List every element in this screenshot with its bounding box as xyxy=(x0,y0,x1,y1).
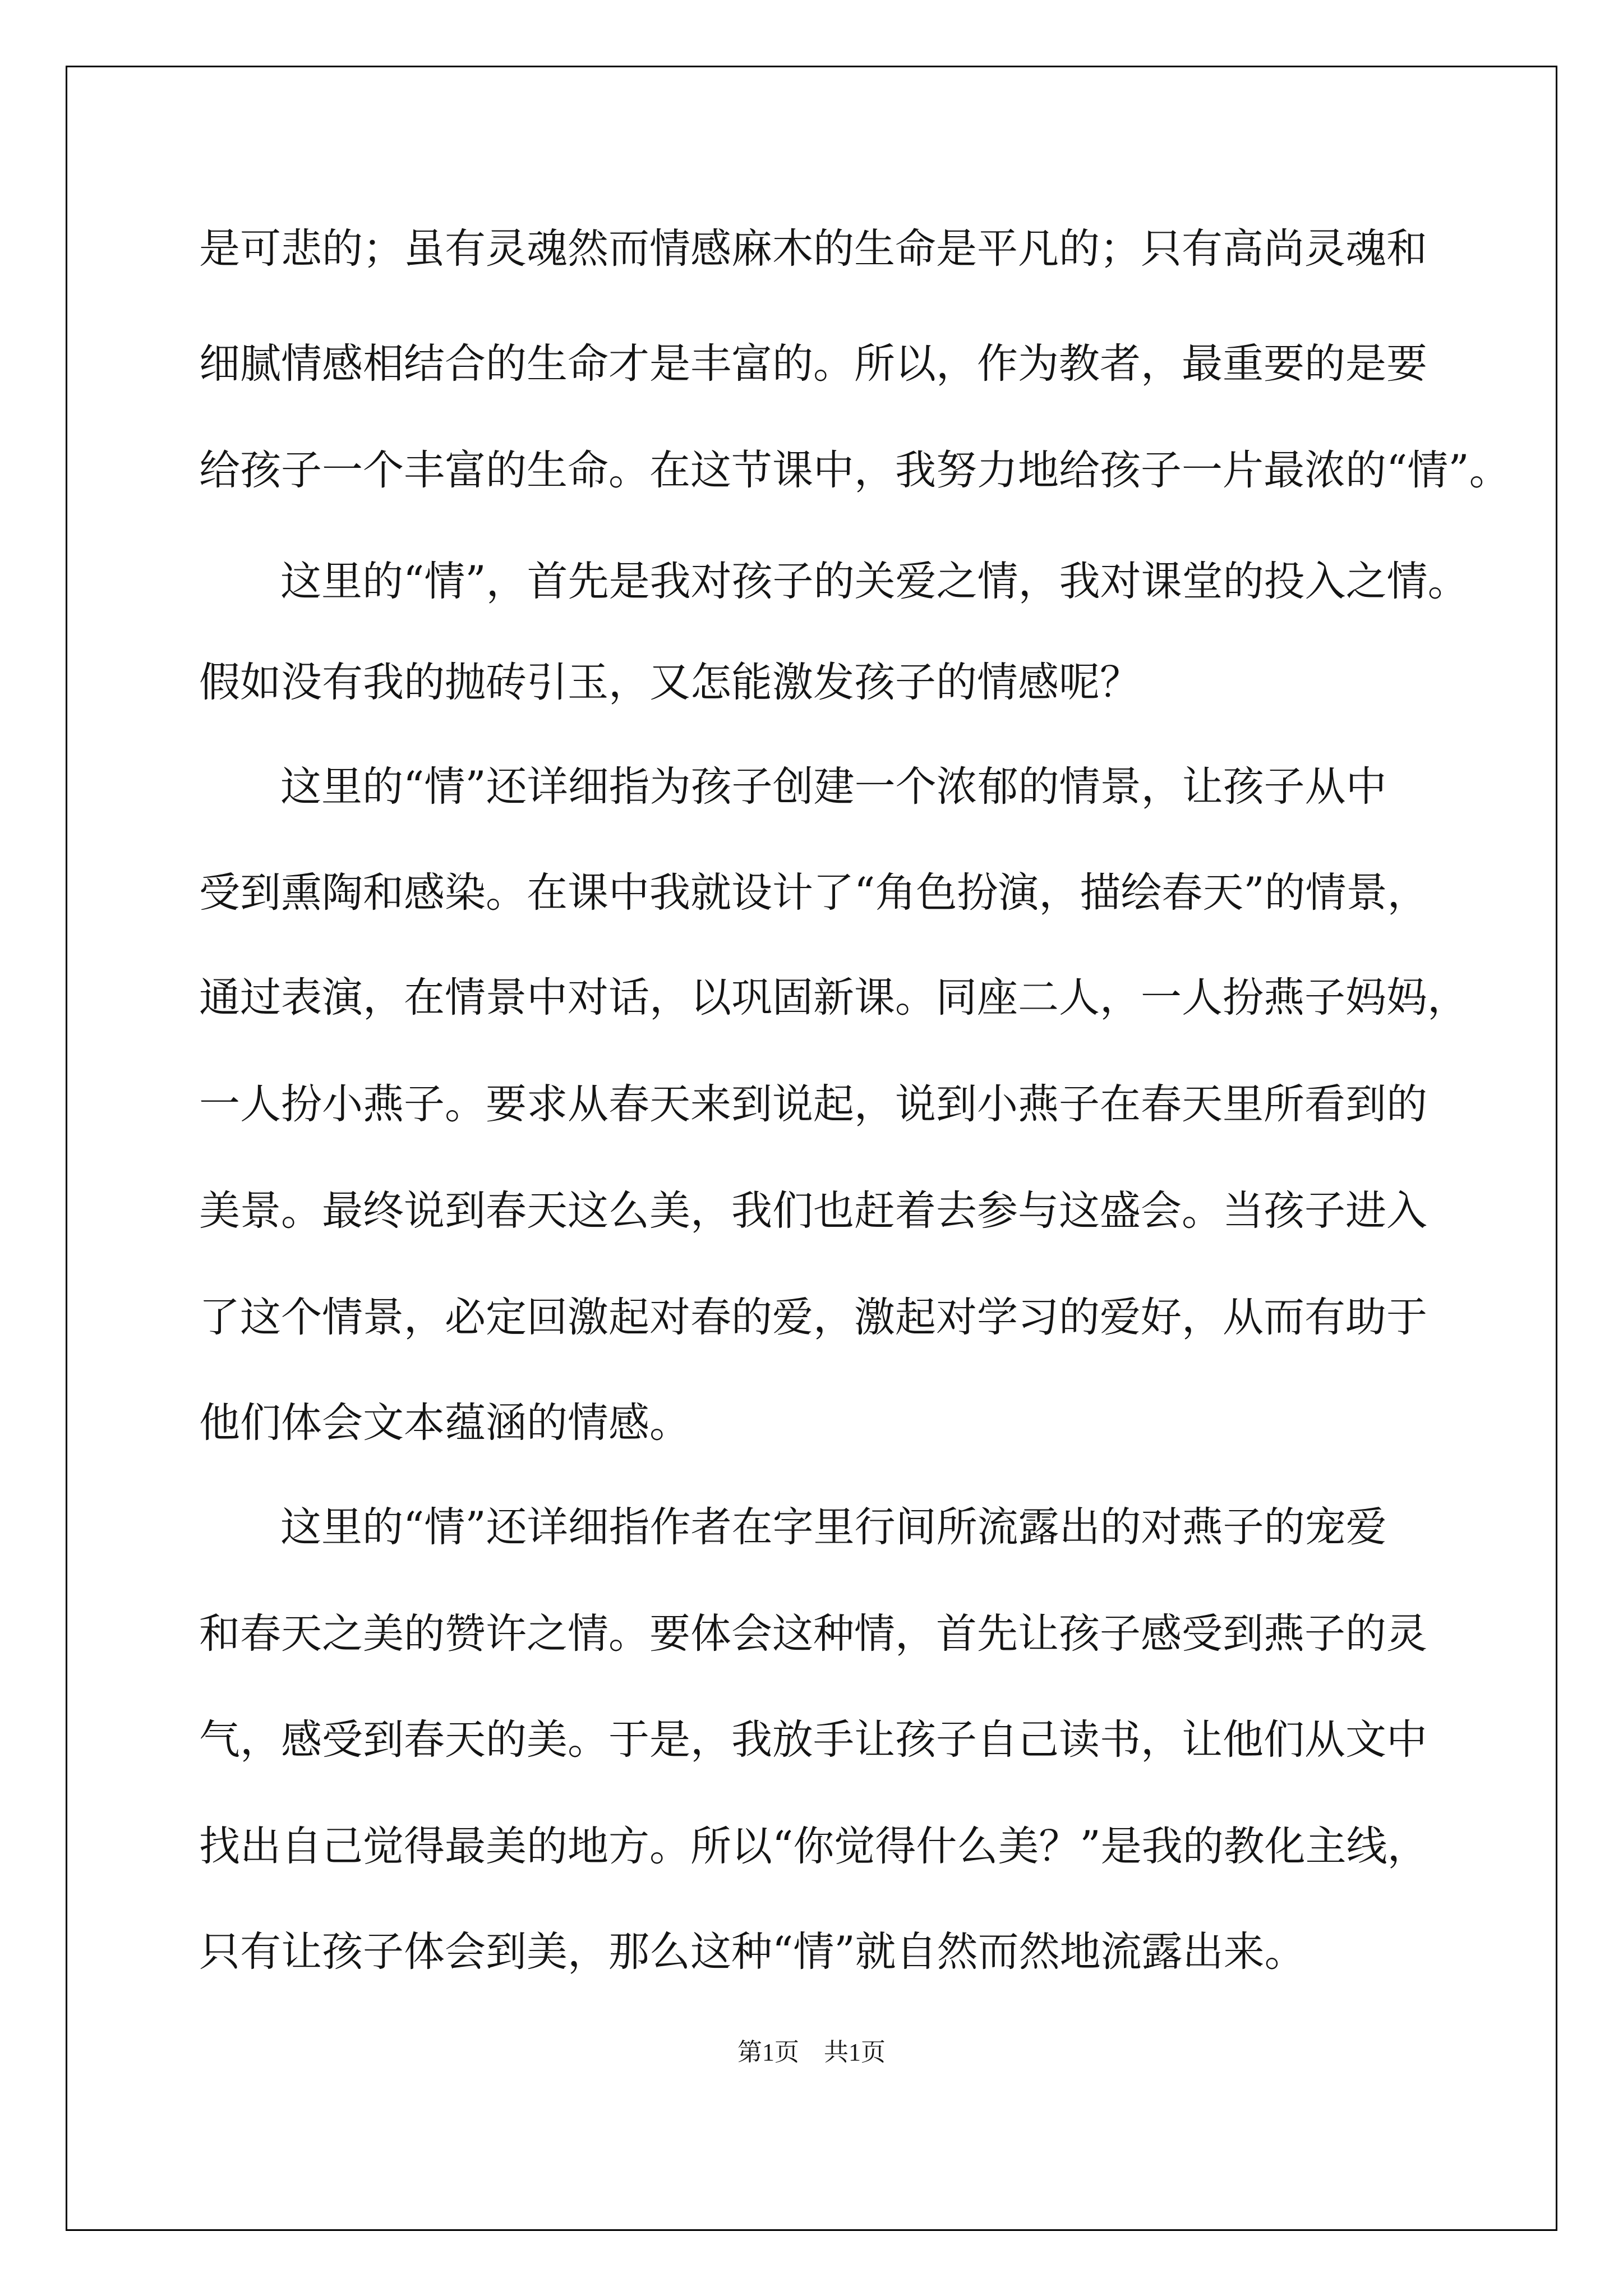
text-line-1: 是可悲的；虽有灵魂然而情感麻木的生命是平凡的；只有高尚灵魂和 xyxy=(199,225,1427,273)
text-line-7: 受到熏陶和感染。在课中我就设计了“角色扮演，描绘春天”的情景， xyxy=(199,869,1428,917)
text-line-2: 细腻情感相结合的生命才是丰富的。所以，作为教者，最重要的是要 xyxy=(199,340,1427,388)
text-line-13: 这里的“情”还详细指作者在字里行间所流露出的对燕子的宠爱 xyxy=(280,1503,1387,1551)
text-line-14: 和春天之美的赞许之情。要体会这种情，首先让孩子感受到燕子的灵 xyxy=(199,1610,1427,1658)
text-line-16: 找出自己觉得最美的地方。所以“你觉得什么美？”是我的教化主线， xyxy=(199,1823,1428,1870)
text-line-10: 美景。最终说到春天这么美，我们也赶着去参与这盛会。当孩子进入 xyxy=(199,1187,1427,1235)
text-line-12: 他们体会文本蕴涵的情感。 xyxy=(199,1399,690,1447)
text-line-6: 这里的“情”还详细指为孩子创建一个浓郁的情景，让孩子从中 xyxy=(280,763,1387,811)
text-line-17: 只有让孩子体会到美，那么这种“情”就自然而然地流露出来。 xyxy=(199,1928,1306,1976)
text-line-9: 一人扮小燕子。要求从春天来到说起，说到小燕子在春天里所看到的 xyxy=(199,1080,1427,1128)
text-line-8: 通过表演，在情景中对话，以巩固新课。同座二人，一人扮燕子妈妈， xyxy=(199,974,1468,1022)
text-line-15: 气，感受到春天的美。于是，我放手让孩子自己读书，让他们从文中 xyxy=(199,1716,1427,1764)
text-line-3: 给孩子一个丰富的生命。在这节课中，我努力地给孩子一片最浓的“情”。 xyxy=(199,447,1510,494)
text-line-11: 了这个情景，必定回激起对春的爱，激起对学习的爱好，从而有助于 xyxy=(199,1294,1427,1341)
text-line-5: 假如没有我的抛砖引玉，又怎能激发孩子的情感呢？ xyxy=(199,659,1141,706)
text-line-4: 这里的“情”，首先是我对孩子的关爱之情，我对课堂的投入之情。 xyxy=(280,558,1469,605)
page-number-footer: 第1页 共1页 xyxy=(737,2039,886,2066)
page-border xyxy=(66,66,1557,2231)
